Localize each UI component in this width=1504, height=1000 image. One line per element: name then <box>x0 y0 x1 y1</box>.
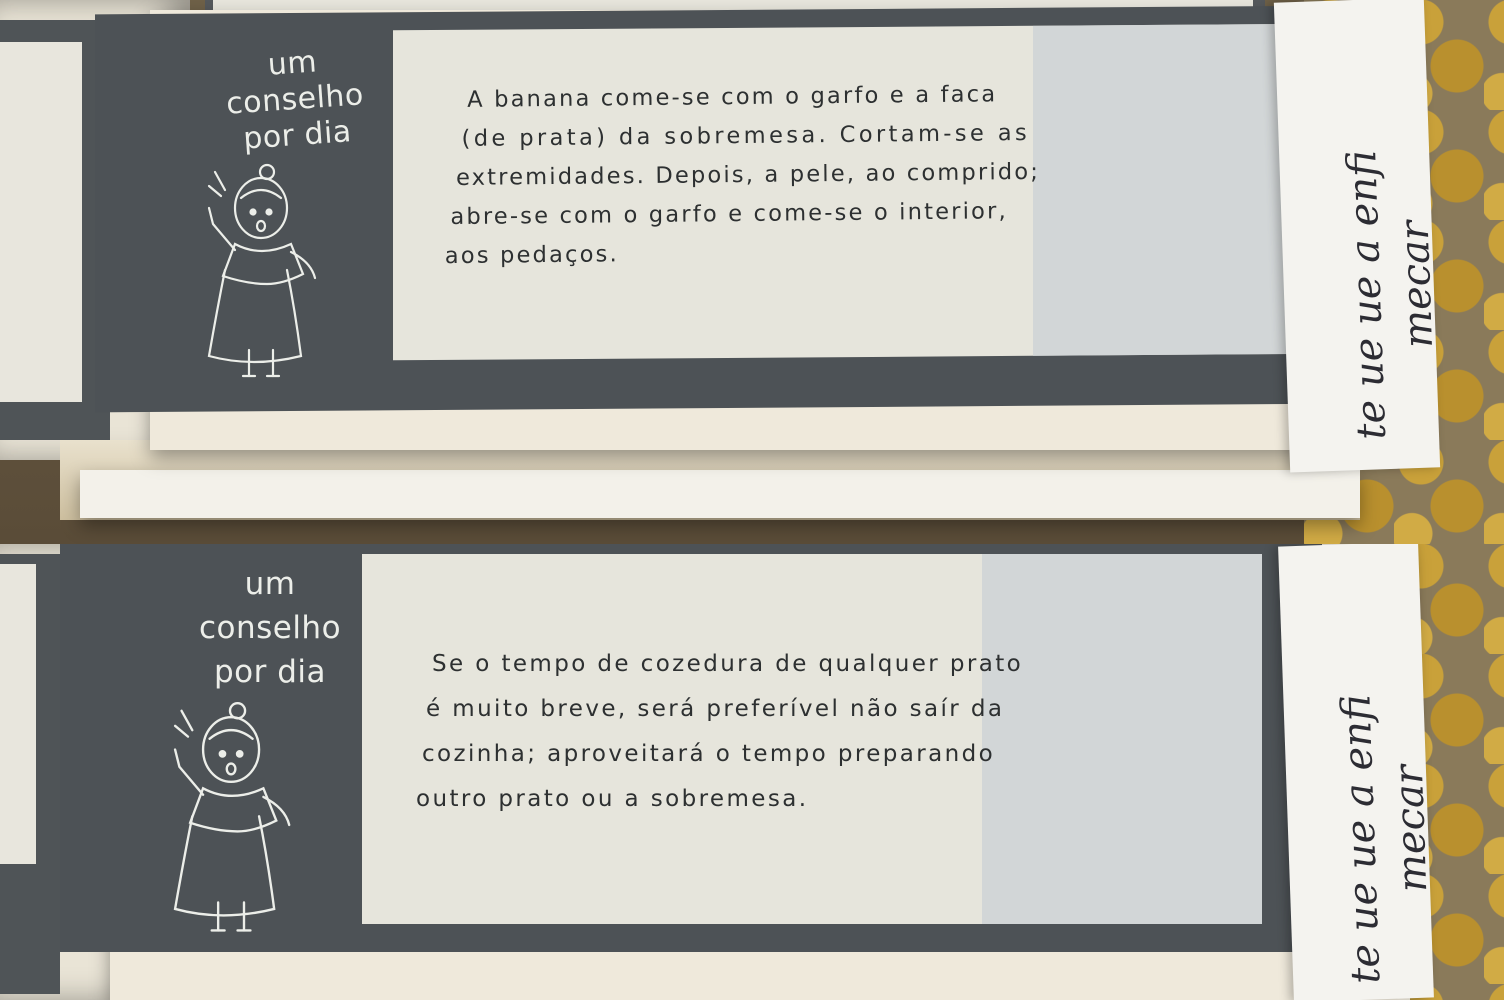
advice-line: (de prata) da sobremesa. Cortam-se as <box>461 119 1031 152</box>
advice-line: A banana come-se com o garfo e a faca <box>467 81 998 113</box>
handwriting-line: mecar <box>1391 220 1442 349</box>
handwritten-note <box>1278 544 1437 1000</box>
ghost-panel <box>982 554 1262 924</box>
lady-illustration-icon <box>160 694 300 944</box>
sidebar-title-line: conselho <box>225 77 365 122</box>
advice-line: Se o tempo de cozedura de qualquer prato <box>432 651 1024 677</box>
sidebar-title-line: por dia <box>242 114 353 157</box>
advice-text <box>414 642 1023 822</box>
handwriting-line: te ue ue a enfi <box>1339 149 1396 441</box>
handwritten-note <box>1274 0 1440 472</box>
advice-line: outro prato ou a sobremesa. <box>416 786 809 812</box>
sidebar-title-line: um <box>266 44 319 83</box>
advice-text <box>441 75 1041 276</box>
left-page-frame <box>0 554 60 994</box>
advice-line: é muito breve, será preferível não saír da <box>426 696 1005 722</box>
photo-bottom <box>0 544 1504 1000</box>
sidebar-title <box>182 38 409 161</box>
lady-illustration-icon <box>195 160 325 385</box>
advice-line: cozinha; aproveitará o tempo preparando <box>422 741 996 767</box>
sidebar-title <box>150 562 390 694</box>
advice-line: extremidades. Depois, a pele, ao comprido; <box>455 158 1041 191</box>
handwriting-line: mecar <box>1385 764 1437 893</box>
left-page-frame <box>0 20 110 440</box>
advice-line: aos pedaços. <box>444 241 620 270</box>
handwriting-line: te ue ue a enfi <box>1333 693 1390 985</box>
page-bottom-edge <box>80 470 1360 518</box>
sidebar-title-line: por dia <box>213 654 327 690</box>
advice-line: abre-se com o garfo e come-se o interior, <box>450 198 1009 231</box>
sidebar-title-line: um <box>244 566 296 602</box>
sidebar-title-line: conselho <box>198 610 342 646</box>
ghost-panel <box>1033 24 1313 356</box>
